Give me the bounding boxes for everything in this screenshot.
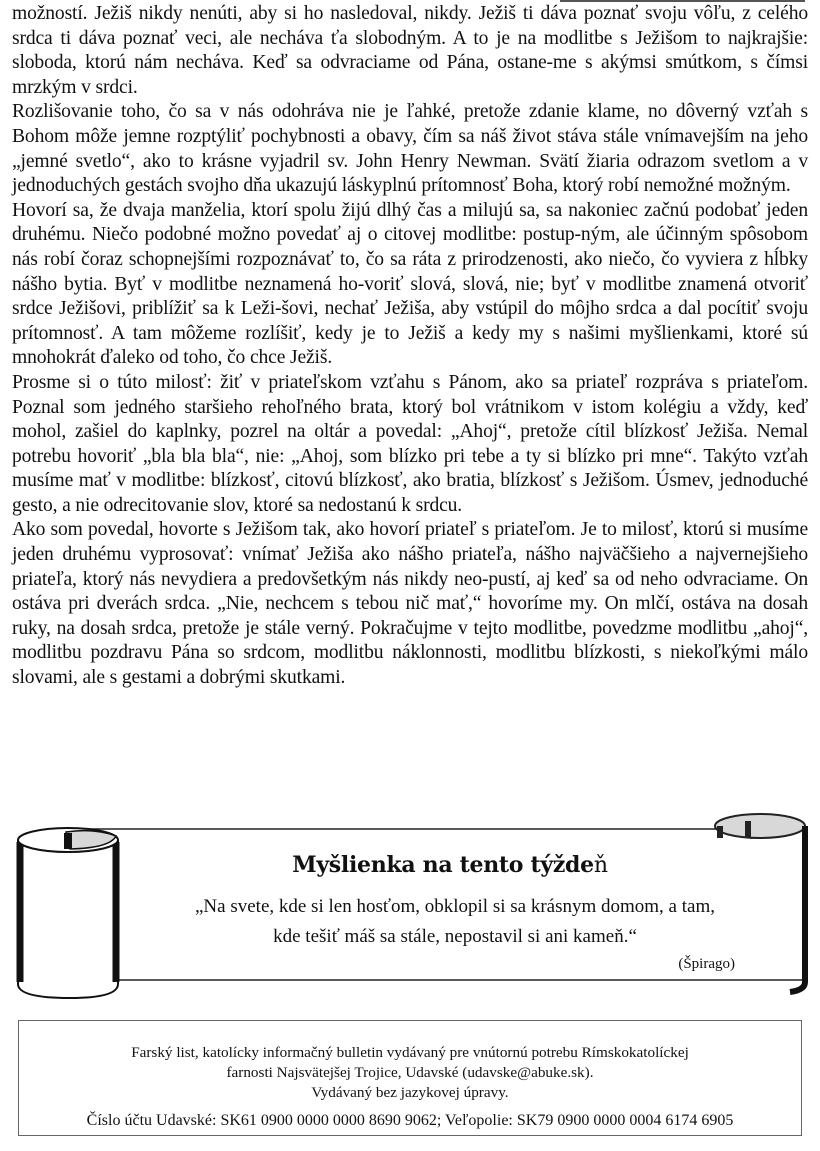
quote-author: (Špirago) [678, 956, 735, 972]
article-paragraph: Ako som povedal, hovorte s Ježišom tak, ako hovorí priateľ s priateľom. Je to milosť, ktorú si musíme jeden druhému vyprosovať: vnímať Ježiša ako nášho priateľa, nášho najväčšieho a najvernejšieho priateľa, ktorý nás nevydiera a predovšetkým nás nikdy neo-pustí, aj keď sa od neho odvraciame. On ostáva pri dverách srdca. „Nie, nechcem s tebou nič mať,“ hovoríme my. On mlčí, ostáva na dosah ruky, na dosah srdca, pretože je stále verný. Pokračujme v tejto modlitbe, povedzme modlitbu „ahoj“, modlitbu pozdravu Pána so srdcom, modlitbu náklonnosti, modlitbu blízkosti, s niekoľkými málo slovami, ale s gestami a dobrými skutkami. [12, 519, 808, 689]
article-paragraph: možností. Ježiš nikdy nenúti, aby si ho nasledoval, nikdy. Ježiš ti dáva poznať svoju vôľu, z celého srdca ti dáva poznať veci, ale necháva ťa slobodným. A to je na modlitbe s Ježišom to najkrajšie: sloboda, ktorú nám necháva. Keď sa odvraciame od Pána, ostane-me s akýmsi smútkom, s čímsi mrzkým v srdci. [12, 3, 808, 98]
thought-title [200, 852, 700, 878]
article-paragraph: Rozlišovanie toho, čo sa v nás odohráva nie je ľahké, pretože zdanie klame, no dôverný vzťah s Bohom môže jemne rozptýliť pochybnosti a obavy, čím sa náš život stáva stále vnímavejším na jeho „jemné svetlo“, ako to krásne vyjadril sv. John Henry Newman. Svätí žiaria odrazom svetlom a v jednoduchých gestách svojho dňa ukazujú láskyplnú prítomnosť Boha, ktorý robí nemožné možným. [12, 101, 808, 197]
article-paragraph: Prosme si o túto milosť: žiť v priateľskom vzťahu s Pánom, ako sa priateľ rozpráva s priateľom. Poznal som jedného staršieho rehoľného brata, ktorý bol vrátnikom v istom kolégiu a vždy, keď mohol, zašiel do kaplnky, pozrel na oltár a povedal: „Ahoj“, pretože cítil blízkosť Ježiša. Nemal potrebu hovoriť „bla bla bla“, nie: „Ahoj, som blízko pri tebe a ty si blízko pri mne“. Takýto vzťah musíme mať v modlitbe: blízkosť, citovú blízkosť, ako bratia, blízkosť s Ježišom. Úsmev, jednoduché gesto, a nie odrecitovanie slov, ktoré sa nedostanú k srdcu. [12, 371, 808, 516]
footer-line-2: farnosti Najsvätejšej Trojice, Udavské (udavske@abuke.sk). [226, 1064, 594, 1081]
footer-account-numbers: Číslo účtu Udavské: SK61 0900 0000 0000 8690 9062; Veľopolie: SK79 0900 0000 0004 6174 6905 [86, 1112, 734, 1129]
footer-line-3: Vydávaný bez jazykovej úpravy. [311, 1084, 509, 1101]
article-paragraph: Hovorí sa, že dvaja manželia, ktorí spolu žijú dlhý čas a milujú sa, sa nakoniec začnú podobať jeden druhému. Niečo podobné možno povedať aj o citovej modlitbe: postup-ným, ale účinným spôsobom nás robí čoraz schopnejšími rozpoznávať to, čo sa ráta z prirodzenosti, ako niečo, čo vyviera z hĺbky nášho bytia. Byť v modlitbe neznamená ho-voriť slová, slová, nie; byť v modlitbe znamená otvoriť srdce Ježišovi, priblížiť sa k Leži-šovi, nechať Ježiša, aby vstúpil do môjho srdca a dal pocítiť svoju prítomnosť. A tam môžeme rozlíšiť, kedy je to Ježiš a kedy my s našimi myšlienkami, ktoré sú mnohokrát ďaleko od toho, čo chce Ježiš. [12, 199, 808, 369]
quote-line-2: kde tešiť máš sa stále, nepostavil si ani kameň.“ [273, 926, 637, 947]
thought-title-last-letter: ň [593, 853, 608, 878]
thought-of-week-scroll [0, 812, 820, 1002]
footer-imprint [18, 1020, 802, 1136]
thought-title-main: Myšlienka na tento týžde [292, 852, 594, 878]
footer-line-1: Farský list, katolícky informačný bulletin vydávaný pre vnútornú potrebu Rímskokatolíckej [131, 1044, 689, 1061]
article-body [12, 2, 808, 691]
quote-line-1: „Na svete, kde si len hosťom, obklopil si sa krásnym domom, a tam, [195, 896, 715, 917]
